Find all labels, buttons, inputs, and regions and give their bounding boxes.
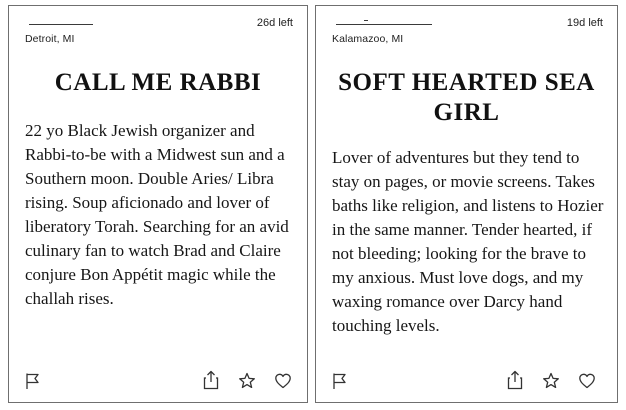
personal-ad-card[interactable]: [8, 5, 308, 403]
card-location: Kalamazoo, MI: [332, 33, 404, 45]
heart-icon[interactable]: [274, 372, 292, 390]
star-icon[interactable]: [238, 372, 256, 390]
card-bio: 22 yo Black Jewish organizer and Rabbi-to-be with a Midwest sun and a Southern moon. Double Aries/ Libra rising. Soup aficionado and lover of liberatory Torah. Searching for an avid culinary fan to watch Brad and Claire conjure Bon Appétit magic while the challah rises.: [25, 121, 289, 308]
share-icon[interactable]: [202, 370, 220, 388]
personal-ad-card[interactable]: [315, 5, 618, 403]
card-title: SOFT HEARTED SEA GIRL: [338, 69, 595, 126]
flag-icon[interactable]: [24, 372, 42, 390]
redacted-handle-line: [29, 24, 93, 25]
share-icon[interactable]: [506, 370, 524, 388]
redacted-handle-mark: [364, 20, 368, 21]
star-icon[interactable]: [542, 372, 560, 390]
card-location: Detroit, MI: [25, 33, 75, 45]
card-bio: Lover of adventures but they tend to stay on pages, or movie screens. Takes baths like religion, and listens to Hozier in the same manner. Tender hearted, if not bleeding; looking for the brave to my anxious. Must love dogs, and my waxing romance over Darcy hand touching levels.: [332, 148, 604, 335]
redacted-handle-line: [336, 24, 432, 25]
card-title: CALL ME RABBI: [54, 69, 262, 96]
heart-icon[interactable]: [578, 372, 596, 390]
card-time-left: 26d left: [256, 17, 293, 29]
card-time-left: 19d left: [566, 17, 603, 29]
flag-icon[interactable]: [331, 372, 349, 390]
